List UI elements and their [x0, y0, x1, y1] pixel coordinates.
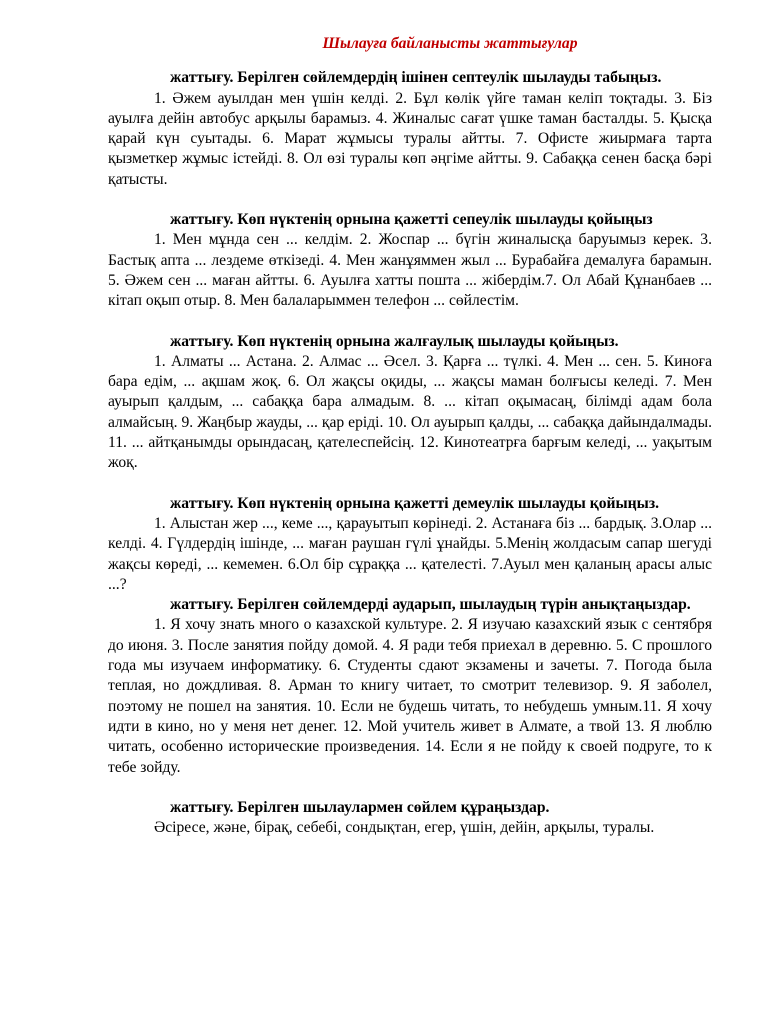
exercise-5: [108, 595, 712, 778]
exercise-3: [108, 332, 712, 474]
exercise-heading: жаттығу. Берілген сөйлемдердің ішінен септеулік шылауды табыңыз.: [170, 69, 662, 87]
exercise-text: 1. Алматы ... Астана. 2. Алмас ... Әсел. 3. Қарға ... түлкі. 4. Мен ... сен. 5. Киноға бара едім, ... ақшам жоқ. 6. Ол жақсы оқиды, ... жақсы маман болғысы келеді. 7. Мен ауырып қалдым, ... сабаққа бара алмадым. 8. ... кітап оқымасаң, білімді адам бола алмайсың. 9. Жаңбыр жауды, ... қар еріді. 10. Ол ауырып қалды, ... сабаққа дайындалмады. 11. ... айтқанымды орындасаң, қателеспейсің. 12. Кинотеатрға барғым келеді, ... уақытым жоқ.: [108, 352, 712, 472]
exercise-1: [108, 68, 712, 190]
exercise-heading: жаттығу. Көп нүктенің орнына жалғаулық шылауды қойыңыз.: [170, 332, 619, 350]
spacer: [108, 474, 712, 494]
exercise-text: 1. Әжем ауылдан мен үшін келді. 2. Бұл көлік үйге таман келіп тоқтады. 3. Біз ауылға дейін автобус арқылы барамыз. 4. Жиналыс сағат үшке таман басталды. 5. Қысқа қарай күн суытады. 6. Марат жұмысы туралы айтты. 7. Офисте жиырмаға тарта қызметкер жұмыс істейді. 8. Ол өзі туралы көп әңгіме айтты. 9. Сабаққа сенен басқа бәрі қатысты.: [108, 89, 712, 188]
exercise-text: Әсіресе, және, бірақ, себебі, сондықтан, егер, үшін, дейін, арқылы, туралы.: [154, 819, 655, 837]
spacer: [108, 778, 712, 798]
exercise-text: 1. Алыстан жер ..., кеме ..., қарауытып көрінеді. 2. Астанаға біз ... бардық. 3.Олар ... келді. 4. Гүлдердің ішінде, ... маған раушан гүлі ұнайды. 5.Менің жолдасым сапар шегуді жақсы көреді, ... кемемен. 6.Ол бір сұраққа ... қателесті. 7.Ауыл мен қаланың арасы алыс ...?: [108, 514, 712, 593]
exercise-heading: жаттығу. Берілген сөйлемдерді аударып, шылаудың түрін анықтаңыздар.: [170, 596, 691, 614]
exercise-heading: жаттығу. Көп нүктенің орнына қажетті сепеулік шылауды қойыңыз: [170, 211, 653, 229]
exercise-6: [108, 798, 712, 839]
spacer: [108, 190, 712, 210]
document-title: Шылауға байланысты жаттығулар: [322, 35, 578, 52]
exercise-text: 1. Мен мұнда сен ... келдім. 2. Жоспар ... бүгін жиналысқа баруымыз керек. 3. Бастық апта ... лездеме өткізеді. 4. Мен жанұяммен жыл ... Бурабайға демалуға барамын. 5. Әжем сен ... маған айтты. 6. Ауылға хатты пошта ... жібердім.7. Ол Абай Құнанбаев ... кітап оқып отыр. 8. Мен балаларыммен телефон ... сөйлестім.: [108, 231, 712, 310]
exercise-heading: жаттығу. Берілген шылаулармен сөйлем құраңыздар.: [170, 798, 550, 816]
exercise-text: 1. Я хочу знать много о казахской культуре. 2. Я изучаю казахский язык с сентября до июня. 3. После занятия пойду домой. 4. Я ради тебя приехал в деревню. 5. С прошлого года мы изучаем информатику. 6. Студенты сдают экзамены и зачеты. 7. Погода была теплая, но дождливая. 8. Арман то книгу читает, то смотрит телевизор. 9. Я заболел, поэтому не пошел на занятия. 10. Если не будешь читать, то небудешь умным.11. Я хочу идти в кино, но у меня нет денег. 12. Мой учитель живет в Алмате, а твой 13. Я люблю читать, особенно исторические произведения. 14. Если я не пойду к своей подруге, то к тебе зойду.: [108, 616, 712, 776]
exercise-heading: жаттығу. Көп нүктенің орнына қажетті демеулік шылауды қойыңыз.: [170, 494, 659, 512]
document-page: [108, 30, 712, 838]
exercise-2: [108, 210, 712, 311]
spacer: [108, 312, 712, 332]
exercise-4: [108, 494, 712, 595]
